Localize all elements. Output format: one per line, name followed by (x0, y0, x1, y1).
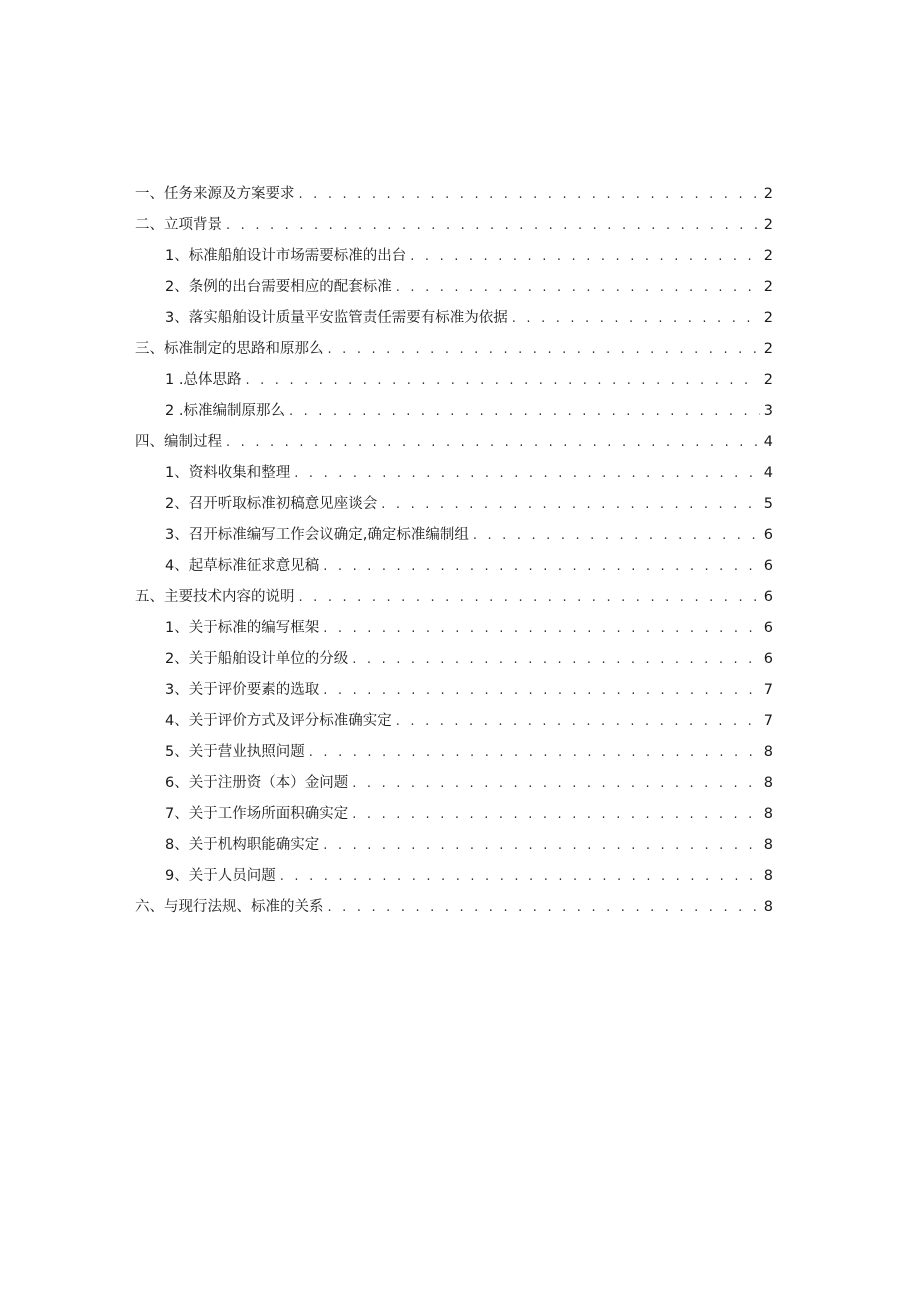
toc-entry-label: 2、条例的出台需要相应的配套标准 (165, 278, 392, 295)
toc-entry-page: 8 (763, 805, 773, 822)
toc-entry[interactable] (135, 333, 773, 364)
toc-entry[interactable] (135, 612, 773, 643)
toc-entry[interactable] (135, 860, 773, 891)
toc-entry-label: 9、关于人员问题 (165, 867, 276, 884)
toc-entry[interactable] (135, 550, 773, 581)
toc-entry-page: 8 (763, 867, 773, 884)
toc-entry-page: 2 (763, 185, 773, 202)
toc-entry[interactable] (135, 271, 773, 302)
toc-entry[interactable] (135, 395, 773, 426)
dot-leader (323, 681, 760, 699)
toc-entry-page: 2 (763, 309, 773, 326)
dot-leader (328, 898, 760, 916)
toc-entry[interactable] (135, 705, 773, 736)
dot-leader (396, 278, 760, 296)
toc-entry-label: 六、与现行法规、标准的关系 (135, 898, 324, 915)
toc-entry[interactable] (135, 240, 773, 271)
dot-leader (396, 712, 760, 730)
toc-entry[interactable] (135, 674, 773, 705)
table-of-contents (135, 178, 773, 922)
toc-entry-page: 3 (763, 402, 773, 419)
dot-leader (352, 650, 760, 668)
toc-entry-label: 2、关于船舶设计单位的分级 (165, 650, 349, 667)
dot-leader (381, 495, 760, 513)
dot-leader (328, 340, 760, 358)
toc-entry[interactable] (135, 178, 773, 209)
dot-leader (280, 867, 760, 885)
toc-entry-page: 6 (763, 588, 773, 605)
toc-entry[interactable] (135, 302, 773, 333)
toc-entry-page: 4 (763, 464, 773, 481)
toc-entry-label: 二、立项背景 (135, 216, 222, 233)
toc-entry-label: 一、任务来源及方案要求 (135, 185, 295, 202)
toc-entry-label: 4、关于评价方式及评分标准确实定 (165, 712, 392, 729)
dot-leader (323, 557, 760, 575)
toc-entry[interactable] (135, 829, 773, 860)
toc-entry[interactable] (135, 519, 773, 550)
dot-leader (289, 402, 760, 420)
toc-entry-page: 7 (763, 681, 773, 698)
dot-leader (299, 588, 760, 606)
dot-leader (352, 805, 760, 823)
toc-entry-page: 2 (763, 340, 773, 357)
toc-entry[interactable] (135, 798, 773, 829)
toc-entry[interactable] (135, 643, 773, 674)
dot-leader (323, 836, 760, 854)
toc-entry-page: 2 (763, 216, 773, 233)
dot-leader (410, 247, 760, 265)
toc-entry-label: 2、召开听取标准初稿意见座谈会 (165, 495, 378, 512)
toc-entry-page: 6 (763, 526, 773, 543)
toc-entry-label: 8、关于机构职能确实定 (165, 836, 320, 853)
toc-entry-label: 1 .总体思路 (165, 371, 242, 388)
dot-leader (226, 216, 760, 234)
toc-entry[interactable] (135, 209, 773, 240)
toc-entry-page: 8 (763, 774, 773, 791)
toc-entry-label: 1、标准船舶设计市场需要标准的出台 (165, 247, 407, 264)
toc-entry[interactable] (135, 736, 773, 767)
dot-leader (352, 774, 760, 792)
toc-entry[interactable] (135, 581, 773, 612)
toc-entry-label: 7、关于工作场所面积确实定 (165, 805, 349, 822)
toc-entry-page: 6 (763, 557, 773, 574)
toc-entry[interactable] (135, 457, 773, 488)
dot-leader (226, 433, 760, 451)
dot-leader (473, 526, 760, 544)
toc-entry[interactable] (135, 767, 773, 798)
toc-entry-label: 3、召开标准编写工作会议确定,确定标准编制组 (165, 526, 469, 543)
toc-entry-page: 2 (763, 247, 773, 264)
toc-entry-page: 4 (763, 433, 773, 450)
dot-leader (512, 309, 760, 327)
toc-entry-label: 5、关于营业执照问题 (165, 743, 305, 760)
toc-entry[interactable] (135, 891, 773, 922)
toc-entry-page: 2 (763, 371, 773, 388)
toc-entry-label: 4、起草标准征求意见稿 (165, 557, 320, 574)
toc-entry-page: 8 (763, 743, 773, 760)
toc-entry-page: 8 (763, 836, 773, 853)
toc-entry-page: 6 (763, 650, 773, 667)
toc-entry-page: 6 (763, 619, 773, 636)
dot-leader (299, 185, 760, 203)
toc-entry-label: 1、关于标准的编写框架 (165, 619, 320, 636)
toc-entry[interactable] (135, 426, 773, 457)
dot-leader (323, 619, 760, 637)
toc-entry-page: 2 (763, 278, 773, 295)
toc-entry-label: 四、编制过程 (135, 433, 222, 450)
toc-entry-page: 8 (763, 898, 773, 915)
toc-entry-label: 6、关于注册资（本）金问题 (165, 774, 349, 791)
toc-entry-label: 3、关于评价要素的选取 (165, 681, 320, 698)
dot-leader (309, 743, 760, 761)
toc-entry-label: 3、落实船舶设计质量平安监管责任需要有标准为依据 (165, 309, 508, 326)
toc-entry-page: 7 (763, 712, 773, 729)
toc-entry[interactable] (135, 488, 773, 519)
toc-entry-page: 5 (763, 495, 773, 512)
toc-entry-label: 1、资料收集和整理 (165, 464, 291, 481)
dot-leader (294, 464, 760, 482)
toc-entry[interactable] (135, 364, 773, 395)
dot-leader (245, 371, 759, 389)
toc-entry-label: 2 .标准编制原那么 (165, 402, 285, 419)
toc-entry-label: 五、主要技术内容的说明 (135, 588, 295, 605)
toc-entry-label: 三、标准制定的思路和原那么 (135, 340, 324, 357)
